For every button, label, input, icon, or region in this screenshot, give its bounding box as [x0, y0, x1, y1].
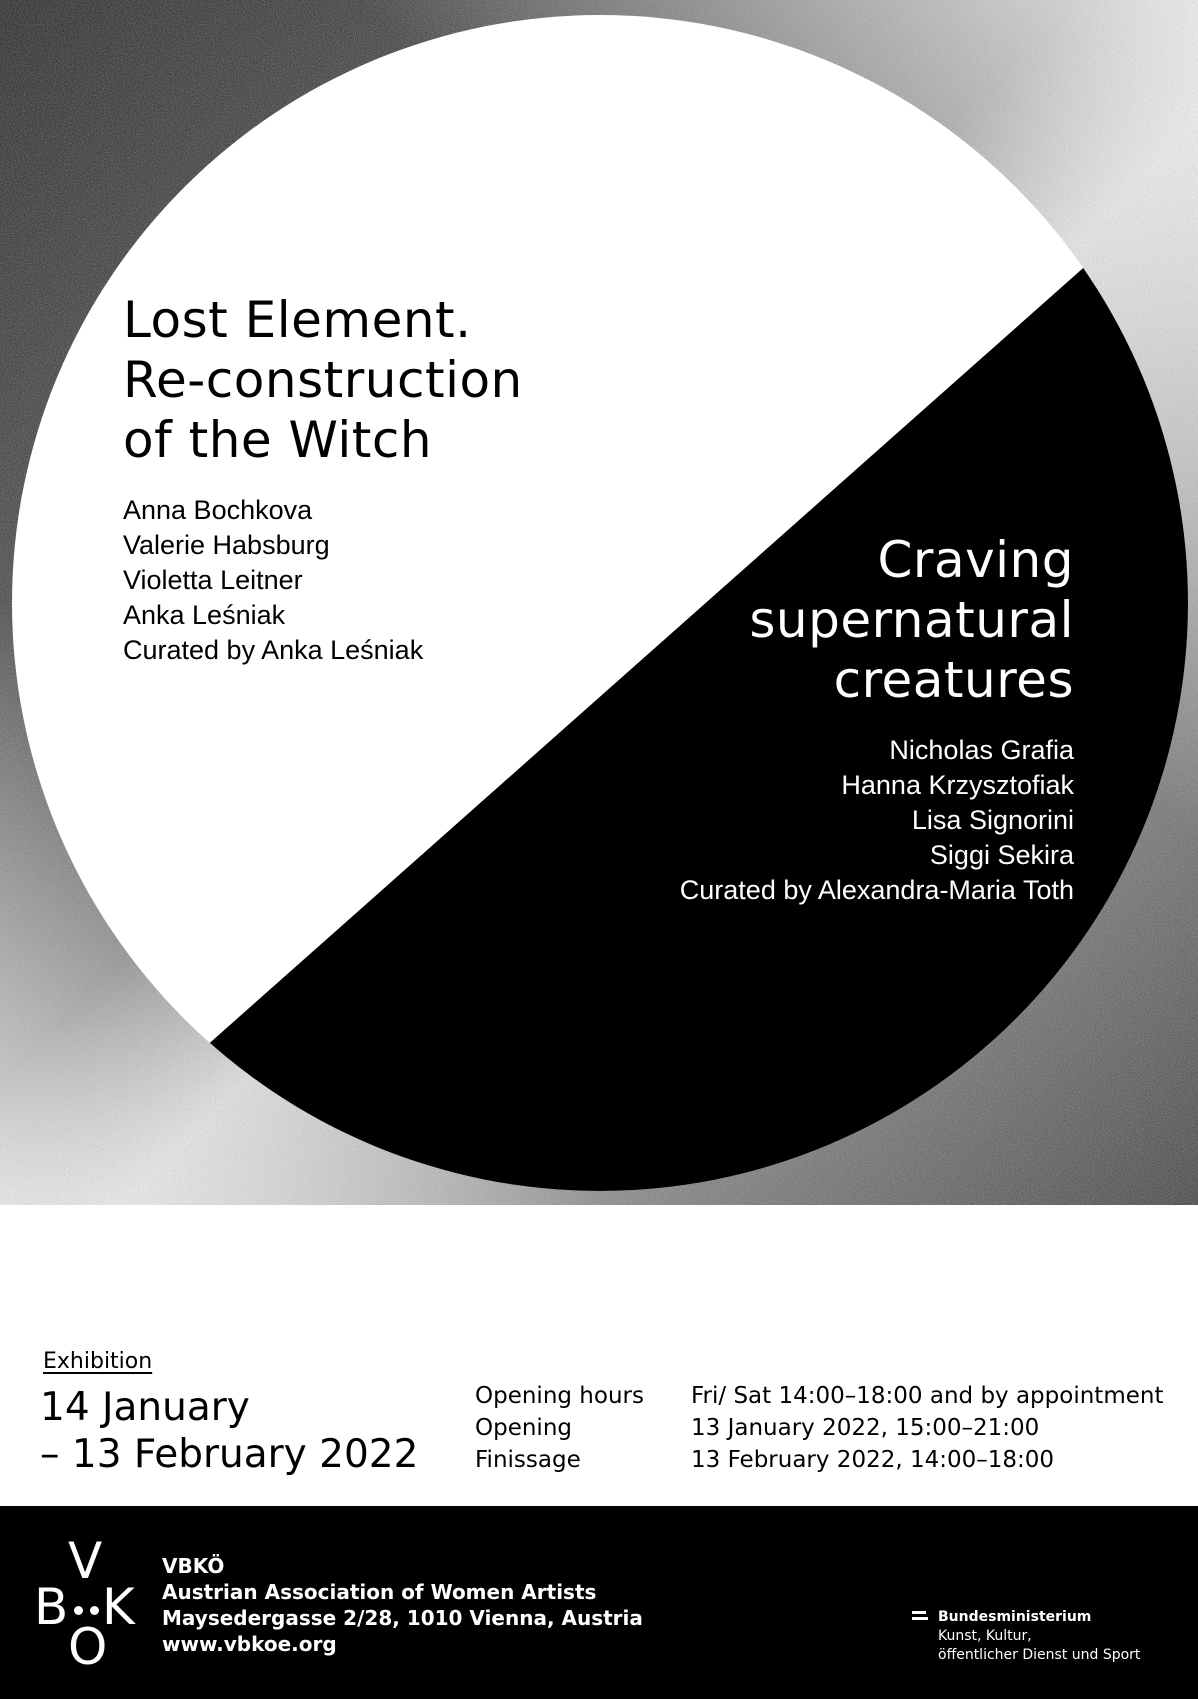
artist-name: Violetta Leitner [123, 565, 303, 595]
title-line: of the Witch [123, 411, 433, 469]
opening-info [475, 1380, 1163, 1476]
info-label: Opening [475, 1415, 572, 1441]
footer-bar [0, 1506, 1198, 1699]
title-line: creatures [833, 651, 1074, 709]
org-address: Maysedergasse 2/28, 1010 Vienna, Austria [162, 1606, 643, 1630]
logo-dot [90, 1606, 99, 1615]
austrian-flag-icon [912, 1611, 928, 1623]
ministry-line: Kunst, Kultur, [938, 1628, 1032, 1644]
left-exhibition-title [123, 290, 523, 470]
info-row [475, 1380, 1163, 1412]
artist-name: Siggi Sekira [929, 840, 1074, 870]
info-row [475, 1444, 1163, 1476]
info-label: Finissage [475, 1447, 581, 1473]
right-exhibition-title [749, 530, 1074, 710]
logo-letter: B [34, 1578, 69, 1636]
title-line: supernatural [749, 591, 1074, 649]
logo-dot [74, 1606, 83, 1615]
title-line: Craving [877, 531, 1074, 589]
date-line: – 13 February 2022 [40, 1432, 419, 1477]
artist-name: Hanna Krzysztofiak [841, 770, 1074, 800]
date-line: 14 January [40, 1385, 250, 1430]
info-value: 13 February 2022, 14:00–18:00 [691, 1447, 1055, 1473]
artist-name: Nicholas Grafia [889, 735, 1074, 765]
info-row [475, 1412, 1163, 1444]
artist-name: Anka Leśniak [123, 600, 286, 630]
curator-credit: Curated by Anka Leśniak [123, 635, 424, 665]
left-artist-list [123, 493, 423, 668]
org-website[interactable]: www.vbkoe.org [162, 1632, 337, 1656]
organization-info [162, 1553, 643, 1657]
artist-name: Lisa Signorini [911, 805, 1074, 835]
artist-name: Anna Bochkova [123, 495, 313, 525]
org-fullname: Austrian Association of Women Artists [162, 1580, 597, 1604]
ministry-line: öffentlicher Dienst und Sport [938, 1647, 1141, 1663]
exhibition-dates [40, 1384, 418, 1478]
title-line: Re-construction [123, 351, 523, 409]
org-name: VBKÖ [162, 1554, 225, 1578]
logo-letter: V [68, 1532, 103, 1590]
info-value: Fri/ Sat 14:00–18:00 and by appointment [691, 1383, 1164, 1409]
exhibition-label: Exhibition [43, 1349, 153, 1374]
curator-credit: Curated by Alexandra-Maria Toth [679, 875, 1074, 905]
title-line: Lost Element. [123, 291, 472, 349]
vbkoe-logo-icon [34, 1532, 144, 1676]
info-value: 13 January 2022, 15:00–21:00 [691, 1415, 1040, 1441]
logo-letter: O [68, 1618, 108, 1676]
ministry-name: Bundesministerium [938, 1609, 1092, 1625]
artist-name: Valerie Habsburg [123, 530, 330, 560]
info-label: Opening hours [475, 1383, 644, 1409]
right-artist-list [680, 733, 1074, 908]
logo-letter: K [102, 1578, 135, 1636]
